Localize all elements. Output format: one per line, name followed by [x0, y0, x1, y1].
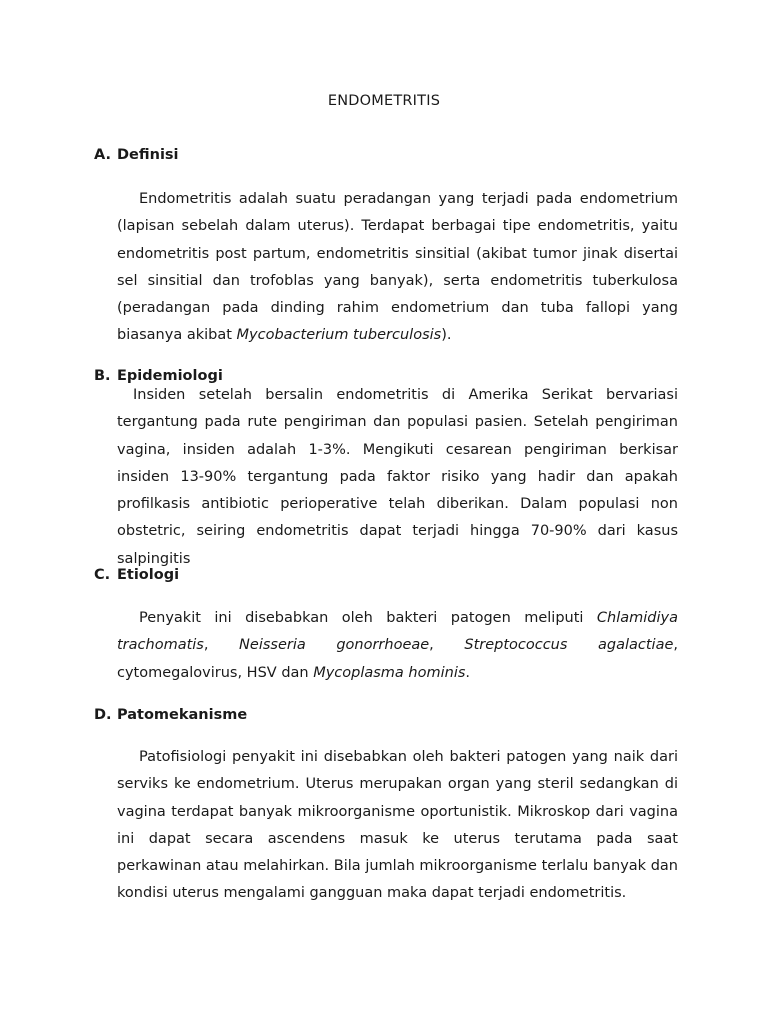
paragraph-italic-term: Mycoplasma hominis	[313, 664, 466, 681]
paragraph-text: ).	[441, 327, 452, 344]
paragraph-text: ,	[429, 637, 465, 654]
paragraph-text: ,	[203, 637, 240, 654]
section-paragraph-definisi	[117, 186, 678, 350]
paragraph-italic-term: Neisseria gonorrhoeae	[239, 637, 430, 654]
section-paragraph-epidemiologi	[117, 382, 678, 573]
section-heading-patomekanisme	[94, 707, 247, 723]
paragraph-text: , cytomegalovirus, HSV dan	[117, 637, 678, 681]
paragraph-text: Insiden setelah bersalin endometritis di Amerika Serikat bervariasi tergantung pada rute pengiriman dan populasi pasien. Setelah pengiriman vagina, insiden adalah 1-3%. Mengikuti cesarean pengiriman berkisar insiden 13-90% tergantung pada faktor risiko yang hadir dan apakah profilkasis antibiotic perioperative telah diberikan. Dalam populasi non obstetric, seiring endometritis dapat terjadi hingga 70-90% dari kasus salpingitis	[117, 387, 678, 567]
section-letter: A.	[94, 147, 111, 163]
paragraph-italic-term: Chlamidiya trachomatis	[117, 610, 678, 654]
section-letter: B.	[94, 368, 111, 384]
section-title: Definisi	[117, 147, 179, 163]
section-paragraph-patomekanisme	[117, 744, 678, 908]
section-letter: C.	[94, 567, 111, 583]
paragraph-italic-term: Mycobacterium tuberculosis	[236, 327, 442, 344]
section-title: Epidemiologi	[117, 368, 223, 384]
paragraph-italic-term: Streptococcus agalactiae	[464, 637, 674, 654]
section-letter: D.	[94, 707, 112, 723]
section-heading-etiologi	[94, 567, 179, 583]
section-heading-definisi	[94, 147, 179, 163]
paragraph-text: Endometritis adalah suatu peradangan yang terjadi pada endometrium (lapisan sebelah dalam uterus). Terdapat berbagai tipe endometritis, yaitu endometritis post partum, endometritis sinsitial (akibat tumor jinak disertai sel sinsitial dan trofoblas yang banyak), serta endometritis tuberkulosa (peradangan pada dinding rahim endometrium dan tuba fallopi yang biasanya akibat	[117, 191, 678, 344]
paragraph-text: Patofisiologi penyakit ini disebabkan oleh bakteri patogen yang naik dari serviks ke endometrium. Uterus merupakan organ yang steril sedangkan di vagina terdapat banyak mikroorganisme oportunistik. Mikroskop dari vagina ini dapat secara ascendens masuk ke uterus terutama pada saat perkawinan atau melahirkan. Bila jumlah mikroorganisme terlalu banyak dan kondisi uterus mengalami gangguan maka dapat terjadi endometritis.	[117, 749, 678, 902]
section-paragraph-etiologi	[117, 605, 678, 687]
paragraph-text: Penyakit ini disebabkan oleh bakteri patogen meliputi	[139, 610, 597, 626]
document-title: ENDOMETRITIS	[327, 93, 441, 109]
section-title: Patomekanisme	[117, 707, 248, 723]
section-title: Etiologi	[117, 567, 180, 583]
paragraph-text: .	[465, 664, 471, 681]
